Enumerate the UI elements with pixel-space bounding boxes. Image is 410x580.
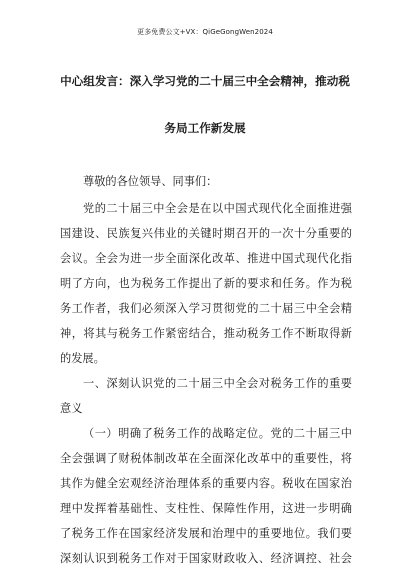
paragraph-line: 明了方向，也为税务工作提出了新的要求和任务。作为税 [60,277,352,290]
paragraph-line: （一）明确了税务工作的战略定位。党的二十届三中 [83,427,352,440]
paragraph-line: 党的二十届三中全会是在以中国式现代化全面推进强 [83,202,352,215]
paragraph-line: 了税务工作在国家经济发展和治理中的重要地位。我们要 [60,527,352,540]
section-heading: 一、深刻认识党的二十届三中全会对税务工作的重要 [83,377,352,390]
paragraph-line: 会议。全会为进一步全面深化改革、推进中国式现代化指 [60,252,352,265]
document-title-line-2: 务局工作新发展 [164,121,246,135]
header-watermark: 更多免费公文+VX：QiGeGongWen2024 [137,28,273,36]
paragraph-line: 国建设、民族复兴伟业的关键时期召开的一次十分重要的 [60,227,352,240]
paragraph-line: 全会强调了财税体制改革在全面深化改革中的重要性，将 [60,452,352,465]
document-title-line-1: 中心组发言：深入学习党的二十届三中全会精神，推动税 [60,74,350,88]
paragraph-line: 深刻认识到税务工作对于国家财政收入、经济调控、社会 [60,552,352,565]
paragraph-line: 神，将其与税务工作紧密结合，推动税务工作不断取得新 [60,327,352,340]
paragraph-line: 理中发挥着基础性、支柱性、保障性作用，这进一步明确 [60,502,352,515]
section-heading: 意义 [60,402,83,415]
paragraph-line: 务工作者，我们必须深入学习贯彻党的二十届三中全会精 [60,302,352,315]
paragraph-line: 其作为健全宏观经济治理体系的重要内容。税收在国家治 [60,477,352,490]
salutation: 尊敬的各位领导、同事们： [83,175,218,188]
paragraph-line: 的发展。 [60,352,105,365]
